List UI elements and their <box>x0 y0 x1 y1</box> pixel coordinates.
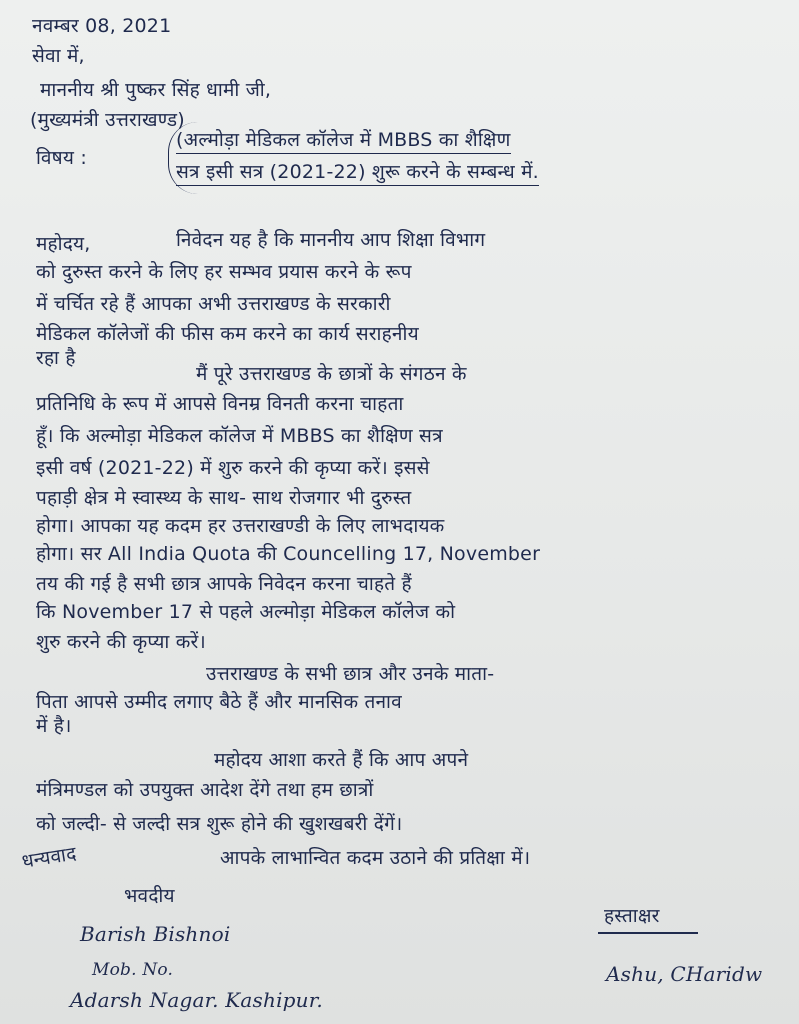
body-line: तय की गई है सभी छात्र आपके निवेदन करना चाहते हैं <box>36 573 412 595</box>
body-line: महोदय आशा करते हैं कि आप अपने <box>214 749 469 771</box>
mobile-label: Mob. No. <box>92 960 174 980</box>
body-line: पिता आपसे उम्मीद लगाए बैठे हैं और मानसिक तनाव <box>36 691 402 713</box>
body-line: इसी वर्ष (2021-22) में शुरु करने की कृप्या करें। इससे <box>36 457 430 479</box>
thanks-note: धन्यवाद <box>20 842 78 873</box>
body-line: उत्तराखण्ड के सभी छात्र और उनके माता- <box>206 663 495 685</box>
body-line: निवेदन यह है कि माननीय आप शिक्षा विभाग <box>176 229 486 251</box>
closing: भवदीय <box>124 885 175 907</box>
body-line: मैं पूरे उत्तराखण्ड के छात्रों के संगठन के <box>196 363 467 385</box>
body-line: हूँ। कि अल्मोड़ा मेडिकल कॉलेज में MBBS का शैक्षिण सत्र <box>36 425 443 447</box>
recipient-name: माननीय श्री पुष्कर सिंह धामी जी, <box>40 79 272 101</box>
recipient-title: (मुख्यमंत्री उत्तराखण्ड) <box>30 109 185 131</box>
subject-line-1: (अल्मोड़ा मेडिकल कॉलेज में MBBS का शैक्षिण <box>176 128 511 154</box>
subject-line-2: सत्र इसी सत्र (2021-22) शुरू करने के सम्बन्ध में. <box>176 160 539 186</box>
body-line: पहाड़ी क्षेत्र मे स्वास्थ्य के साथ- साथ रोजगार भी दुरुस्त <box>36 487 412 509</box>
body-line: मेडिकल कॉलेजों की फीस कम करने का कार्य सराहनीय <box>36 323 419 345</box>
body-line: में चर्चित रहे हैं आपका अभी उत्तराखण्ड के सरकारी <box>36 293 391 315</box>
body-line: को जल्दी- से जल्दी सत्र शुरू होने की खुशखबरी देंगें। <box>36 813 403 835</box>
body-line: प्रतिनिधि के रूप में आपसे विनम्र विनती करना चाहता <box>36 393 404 415</box>
letter-date: नवम्बर 08, 2021 <box>32 15 172 37</box>
body-line: में है। <box>36 715 72 737</box>
body-line: मंत्रिमण्डल को उपयुक्त आदेश देंगे तथा हम छात्रों <box>36 779 374 801</box>
body-line: शुरु करने की कृप्या करें। <box>36 631 206 653</box>
body-line: रहा है <box>36 347 76 369</box>
body-line: को दुरुस्त करने के लिए हर सम्भव प्रयास करने के रूप <box>36 261 412 283</box>
body-line: होगा। आपका यह कदम हर उत्तराखण्डी के लिए लाभदायक <box>36 515 445 537</box>
body-line: कि November 17 से पहले अल्मोड़ा मेडिकल कॉलेज को <box>36 601 456 623</box>
greeting: महोदय, <box>36 233 91 255</box>
subject-label: विषय : <box>36 147 87 169</box>
body-line: आपके लाभान्वित कदम उठाने की प्रतिक्षा में। <box>220 847 531 869</box>
sender-address: Adarsh Nagar. Kashipur. <box>70 988 323 1012</box>
salutation-to: सेवा में, <box>32 45 85 67</box>
signature-label: हस्ताक्षर <box>604 905 660 927</box>
signature-label-underline <box>598 932 698 934</box>
signature: Ashu, CHaridw <box>606 962 763 986</box>
body-line: होगा। सर All India Quota की Councelling 17, November <box>36 543 541 565</box>
sender-name: Barish Bishnoi <box>80 922 231 946</box>
